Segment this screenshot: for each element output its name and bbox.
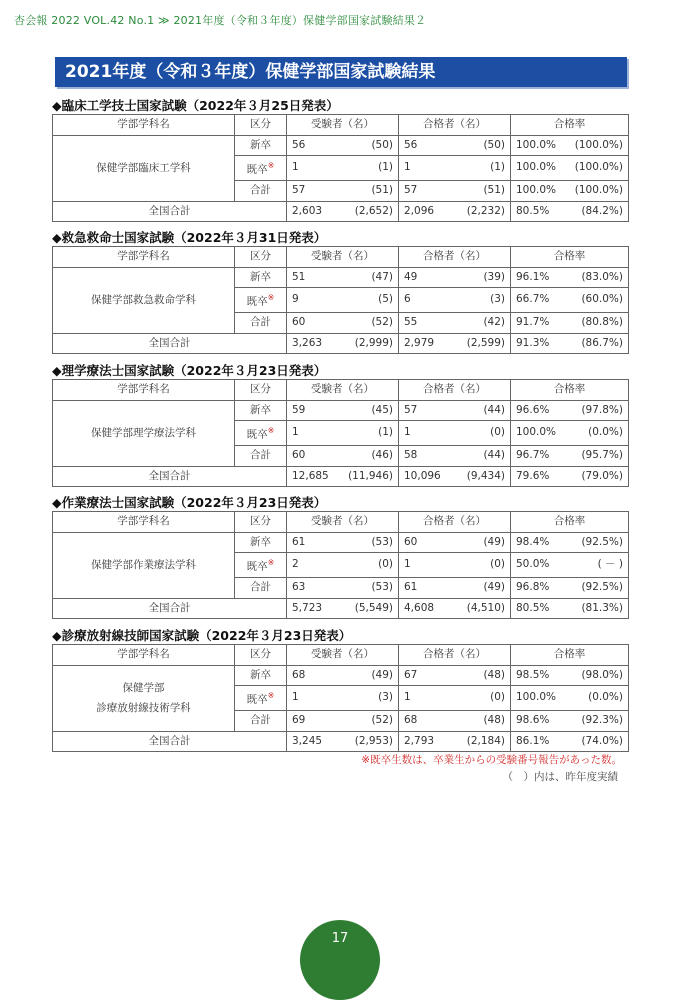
pass-rate-cell-previous: (98.0%): [581, 668, 623, 681]
passers-cell-value: 1: [404, 426, 411, 439]
passers-cell-previous: (51): [483, 184, 505, 196]
header-row: [53, 115, 629, 136]
national-total-row: [53, 333, 629, 354]
passers-cell-previous: (0): [490, 558, 505, 571]
section-title: ◆理学療法士国家試験（2022年３月23日発表）: [52, 363, 327, 378]
passers-cell-value: 1: [404, 691, 411, 704]
examinees-cell-previous: (2,953): [354, 734, 393, 747]
pass-rate-cell-value: 96.6%: [516, 403, 550, 416]
pass-rate-cell: [511, 400, 629, 421]
pass-rate-cell: [511, 665, 629, 686]
pass-rate-cell: [511, 466, 629, 487]
pass-rate-cell-previous: (84.2%): [581, 204, 623, 217]
examinees-cell-value: 1: [292, 161, 299, 174]
passers-cell-value: 58: [404, 449, 418, 461]
department-name: [53, 665, 235, 731]
category-column-header: 区分: [235, 380, 287, 401]
prev-grad-label: [235, 156, 287, 181]
passers-column-header: 合格者（名）: [399, 645, 511, 666]
pass-rate-cell-value: 96.7%: [516, 449, 550, 461]
category-column-header: 区分: [235, 247, 287, 268]
total-label: [235, 578, 287, 599]
examinees-cell-previous: (5,549): [354, 601, 393, 614]
examinees-column-header: 受験者（名）: [287, 380, 399, 401]
passers-cell-value: 2,096: [404, 204, 435, 217]
new-grad-label-text: 新卒: [250, 535, 271, 548]
national-total-label: 全国合計: [53, 731, 287, 752]
examinees-cell-previous: (50): [371, 138, 393, 151]
new-grad-label: [235, 267, 287, 288]
prev-grad-note-mark: ※: [267, 691, 275, 700]
passers-cell-value: 1: [404, 558, 411, 571]
new-grad-label: [235, 665, 287, 686]
examinees-cell-value: 9: [292, 293, 299, 306]
pass-rate-cell-previous: (100.0%): [574, 161, 623, 174]
passers-cell-value: 1: [404, 161, 411, 174]
examinees-cell-value: 1: [292, 426, 299, 439]
examinees-cell-previous: (46): [371, 449, 393, 461]
passers-cell-value: 56: [404, 138, 418, 151]
pass-rate-cell: [511, 267, 629, 288]
national-total-label: 全国合計: [53, 201, 287, 222]
passers-cell: [399, 665, 511, 686]
examinees-cell-previous: (47): [371, 270, 393, 283]
pass-rate-column-header: 合格率: [511, 380, 629, 401]
passers-cell-previous: (0): [490, 691, 505, 704]
examinees-cell-value: 2,603: [292, 204, 323, 217]
passers-cell-previous: (2,232): [466, 204, 505, 217]
total-label-text: 合計: [250, 316, 271, 328]
total-label: [235, 711, 287, 732]
header-row: [53, 247, 629, 268]
results-table: [52, 379, 629, 487]
passers-cell: [399, 686, 511, 711]
pass-rate-cell: [511, 711, 629, 732]
examinees-cell: [287, 421, 399, 446]
department-name-line: 保健学部理学療法学科: [91, 427, 196, 439]
examinees-cell-previous: (53): [371, 581, 393, 593]
passers-cell: [399, 578, 511, 599]
examinees-cell-previous: (3): [378, 691, 393, 704]
examinees-cell: [287, 400, 399, 421]
pass-rate-cell-previous: (60.0%): [581, 293, 623, 306]
examinees-cell: [287, 578, 399, 599]
pass-rate-cell: [511, 598, 629, 619]
passers-cell: [399, 553, 511, 578]
examinees-column-header: 受験者（名）: [287, 247, 399, 268]
examinees-cell-value: 57: [292, 184, 306, 196]
pass-rate-cell-previous: (79.0%): [581, 469, 623, 482]
examinees-cell-previous: (52): [371, 714, 393, 726]
examinees-cell-value: 3,263: [292, 336, 323, 349]
passers-cell: [399, 446, 511, 467]
department-name-line: 保健学部: [122, 682, 165, 694]
pass-rate-cell-value: 100.0%: [516, 426, 557, 439]
passers-cell-value: 55: [404, 316, 418, 328]
passers-cell-previous: (3): [490, 293, 505, 306]
examinees-cell-previous: (5): [378, 293, 393, 306]
new-grad-label-text: 新卒: [250, 270, 271, 283]
prev-grad-label-text: 既卒: [246, 693, 268, 706]
passers-column-header: 合格者（名）: [399, 512, 511, 533]
examinees-cell: [287, 267, 399, 288]
examinees-cell: [287, 532, 399, 553]
national-total-label: 全国合計: [53, 333, 287, 354]
department-name-line: 保健学部臨床工学科: [96, 162, 191, 174]
pass-rate-cell-value: 86.1%: [516, 734, 550, 747]
passers-cell-previous: (49): [483, 535, 505, 548]
pass-rate-cell-value: 91.7%: [516, 316, 550, 328]
running-header: 杏会報 2022 VOL.42 No.1 ≫ 2021年度（令和３年度）保健学部国家試験結果２: [14, 14, 427, 27]
total-label-text: 合計: [250, 184, 271, 196]
pass-rate-column-header: 合格率: [511, 645, 629, 666]
prev-grad-label-text: 既卒: [246, 560, 268, 573]
examinees-cell: [287, 181, 399, 202]
passers-cell: [399, 313, 511, 334]
passers-cell: [399, 201, 511, 222]
pass-rate-cell-previous: (92.5%): [581, 581, 623, 593]
header-row: [53, 380, 629, 401]
passers-cell-value: 60: [404, 535, 418, 548]
examinees-cell-previous: (2,652): [354, 204, 393, 217]
new-grad-label-text: 新卒: [250, 668, 271, 681]
passers-cell-previous: (1): [490, 161, 505, 174]
examinees-cell-previous: (49): [371, 668, 393, 681]
category-column-header: 区分: [235, 645, 287, 666]
passers-cell-previous: (44): [483, 449, 505, 461]
results-table: [52, 246, 629, 354]
examinees-cell-previous: (2,999): [354, 336, 393, 349]
total-label: [235, 313, 287, 334]
examinees-cell-previous: (1): [378, 161, 393, 174]
results-table: [52, 511, 629, 619]
pass-rate-cell-value: 50.0%: [516, 558, 550, 571]
passers-cell-previous: (42): [483, 316, 505, 328]
examinees-cell: [287, 711, 399, 732]
national-total-row: [53, 598, 629, 619]
pass-rate-cell: [511, 313, 629, 334]
pass-rate-cell: [511, 201, 629, 222]
examinees-cell: [287, 156, 399, 181]
pass-rate-cell: [511, 553, 629, 578]
table-row: [53, 532, 629, 553]
national-total-label: 全国合計: [53, 466, 287, 487]
examinees-cell-previous: (52): [371, 316, 393, 328]
pass-rate-cell-previous: (92.3%): [581, 714, 623, 726]
pass-rate-cell-previous: (92.5%): [581, 535, 623, 548]
exam-section: [52, 97, 628, 222]
pass-rate-cell-value: 98.5%: [516, 668, 550, 681]
total-label-text: 合計: [250, 449, 271, 461]
prev-grad-label: [235, 686, 287, 711]
section-title: ◆救急救命士国家試験（2022年３月31日発表）: [52, 230, 327, 245]
pass-rate-column-header: 合格率: [511, 247, 629, 268]
examinees-cell: [287, 598, 399, 619]
department-name: [53, 267, 235, 333]
passers-cell: [399, 288, 511, 313]
pass-rate-cell: [511, 446, 629, 467]
total-label-text: 合計: [250, 581, 271, 593]
passers-cell: [399, 598, 511, 619]
passers-cell-previous: (50): [483, 138, 505, 151]
passers-column-header: 合格者（名）: [399, 115, 511, 136]
section-title: ◆診療放射線技師国家試験（2022年３月23日発表）: [52, 628, 352, 643]
examinees-cell-value: 63: [292, 581, 306, 593]
pass-rate-cell-previous: (83.0%): [581, 270, 623, 283]
new-grad-label-text: 新卒: [250, 403, 271, 416]
prev-grad-note-mark: ※: [267, 161, 275, 170]
pass-rate-cell: [511, 421, 629, 446]
results-table: [52, 114, 629, 222]
passers-cell: [399, 731, 511, 752]
passers-cell-value: 2,979: [404, 336, 435, 349]
new-grad-label: [235, 135, 287, 156]
examinees-cell-previous: (45): [371, 403, 393, 416]
examinees-cell-value: 61: [292, 535, 306, 548]
pass-rate-cell-value: 100.0%: [516, 161, 557, 174]
examinees-cell-value: 69: [292, 714, 306, 726]
passers-cell: [399, 156, 511, 181]
prev-grad-label-text: 既卒: [246, 163, 268, 176]
passers-cell-value: 2,793: [404, 734, 435, 747]
examinees-column-header: 受験者（名）: [287, 115, 399, 136]
passers-cell-previous: (9,434): [466, 469, 505, 482]
examinees-cell-previous: (53): [371, 535, 393, 548]
passers-cell-previous: (48): [483, 714, 505, 726]
examinees-cell-value: 59: [292, 403, 306, 416]
pass-rate-cell-value: 91.3%: [516, 336, 550, 349]
category-column-header: 区分: [235, 115, 287, 136]
examinees-column-header: 受験者（名）: [287, 645, 399, 666]
exam-section: [52, 229, 628, 354]
dept-column-header: 学部学科名: [53, 645, 235, 666]
total-label: [235, 181, 287, 202]
prev-grad-label-text: 既卒: [246, 295, 268, 308]
passers-cell-value: 57: [404, 184, 418, 196]
footnote-previous-year: （ ）内は、昨年度実績: [502, 771, 618, 783]
table-row: [53, 267, 629, 288]
passers-cell: [399, 400, 511, 421]
passers-cell: [399, 135, 511, 156]
pass-rate-cell: [511, 532, 629, 553]
exam-section: [52, 362, 628, 487]
pass-rate-cell-value: 79.6%: [516, 469, 550, 482]
pass-rate-cell-previous: (80.8%): [581, 316, 623, 328]
department-name-line: 診療放射線技術学科: [96, 702, 191, 714]
dept-column-header: 学部学科名: [53, 115, 235, 136]
passers-cell-previous: (49): [483, 581, 505, 593]
prev-grad-label: [235, 288, 287, 313]
pass-rate-cell-value: 98.6%: [516, 714, 550, 726]
examinees-column-header: 受験者（名）: [287, 512, 399, 533]
prev-grad-label-text: 既卒: [246, 428, 268, 441]
pass-rate-cell: [511, 333, 629, 354]
examinees-cell: [287, 201, 399, 222]
pass-rate-cell-value: 80.5%: [516, 204, 550, 217]
prev-grad-note-mark: ※: [267, 293, 275, 302]
pass-rate-column-header: 合格率: [511, 115, 629, 136]
examinees-cell: [287, 466, 399, 487]
examinees-cell-value: 12,685: [292, 469, 329, 482]
table-row: [53, 665, 629, 686]
passers-column-header: 合格者（名）: [399, 247, 511, 268]
pass-rate-cell-previous: (81.3%): [581, 601, 623, 614]
examinees-cell-value: 56: [292, 138, 306, 151]
category-column-header: 区分: [235, 512, 287, 533]
pass-rate-cell-previous: (74.0%): [581, 734, 623, 747]
passers-cell-previous: (0): [490, 426, 505, 439]
passers-cell-previous: (44): [483, 403, 505, 416]
examinees-cell: [287, 686, 399, 711]
pass-rate-cell-value: 98.4%: [516, 535, 550, 548]
department-name: [53, 135, 235, 201]
passers-cell-previous: (39): [483, 270, 505, 283]
new-grad-label: [235, 532, 287, 553]
new-grad-label-text: 新卒: [250, 138, 271, 151]
examinees-cell: [287, 553, 399, 578]
pass-rate-column-header: 合格率: [511, 512, 629, 533]
passers-cell: [399, 267, 511, 288]
prev-grad-label: [235, 553, 287, 578]
passers-cell: [399, 421, 511, 446]
passers-cell-previous: (2,599): [466, 336, 505, 349]
pass-rate-cell: [511, 686, 629, 711]
pass-rate-cell-previous: ( － ): [597, 558, 623, 571]
pass-rate-cell: [511, 156, 629, 181]
examinees-cell-value: 51: [292, 270, 306, 283]
pass-rate-cell-value: 100.0%: [516, 138, 557, 151]
pass-rate-cell: [511, 731, 629, 752]
footnote-prev-grads: ※既卒生数は、卒業生からの受験番号報告があった数。: [361, 754, 622, 766]
prev-grad-note-mark: ※: [267, 426, 275, 435]
examinees-cell: [287, 135, 399, 156]
passers-cell-value: 57: [404, 403, 418, 416]
pass-rate-cell-previous: (86.7%): [581, 336, 623, 349]
examinees-cell-value: 60: [292, 316, 306, 328]
passers-cell-value: 4,608: [404, 601, 435, 614]
examinees-cell-value: 2: [292, 558, 299, 571]
pass-rate-cell-value: 100.0%: [516, 184, 557, 196]
pass-rate-cell: [511, 578, 629, 599]
passers-cell: [399, 532, 511, 553]
prev-grad-label: [235, 421, 287, 446]
passers-cell-value: 67: [404, 668, 418, 681]
examinees-cell: [287, 731, 399, 752]
passers-cell-value: 6: [404, 293, 411, 306]
examinees-cell: [287, 288, 399, 313]
examinees-cell: [287, 333, 399, 354]
passers-cell: [399, 466, 511, 487]
department-name-line: 保健学部救急救命学科: [91, 294, 196, 306]
passers-cell-value: 68: [404, 714, 418, 726]
pass-rate-cell-previous: (0.0%): [588, 426, 623, 439]
examinees-cell-previous: (0): [378, 558, 393, 571]
national-total-label: 全国合計: [53, 598, 287, 619]
passers-cell-value: 10,096: [404, 469, 441, 482]
passers-cell: [399, 711, 511, 732]
national-total-row: [53, 201, 629, 222]
pass-rate-cell-previous: (100.0%): [574, 184, 623, 196]
examinees-cell: [287, 446, 399, 467]
passers-column-header: 合格者（名）: [399, 380, 511, 401]
results-table: [52, 644, 629, 752]
header-row: [53, 645, 629, 666]
passers-cell-previous: (4,510): [466, 601, 505, 614]
exam-section: [52, 494, 628, 619]
section-title: ◆臨床工学技士国家試験（2022年３月25日発表）: [52, 98, 339, 113]
national-total-row: [53, 731, 629, 752]
examinees-cell-previous: (51): [371, 184, 393, 196]
total-label: [235, 446, 287, 467]
examinees-cell-previous: (11,946): [348, 469, 393, 482]
pass-rate-cell-value: 66.7%: [516, 293, 550, 306]
exam-section: [52, 627, 628, 752]
pass-rate-cell-value: 100.0%: [516, 691, 557, 704]
pass-rate-cell: [511, 288, 629, 313]
examinees-cell-value: 68: [292, 668, 306, 681]
new-grad-label: [235, 400, 287, 421]
examinees-cell-value: 3,245: [292, 734, 323, 747]
table-row: [53, 400, 629, 421]
pass-rate-cell-previous: (100.0%): [574, 138, 623, 151]
section-title: ◆作業療法士国家試験（2022年３月23日発表）: [52, 495, 327, 510]
pass-rate-cell-value: 80.5%: [516, 601, 550, 614]
passers-cell: [399, 181, 511, 202]
passers-cell-value: 61: [404, 581, 418, 593]
examinees-cell: [287, 665, 399, 686]
examinees-cell-value: 1: [292, 691, 299, 704]
pass-rate-cell-previous: (95.7%): [581, 449, 623, 461]
passers-cell-previous: (48): [483, 668, 505, 681]
examinees-cell-value: 60: [292, 449, 306, 461]
department-name: [53, 400, 235, 466]
examinees-cell: [287, 313, 399, 334]
pass-rate-cell-previous: (0.0%): [588, 691, 623, 704]
prev-grad-note-mark: ※: [267, 558, 275, 567]
pass-rate-cell: [511, 181, 629, 202]
pass-rate-cell-value: 96.8%: [516, 581, 550, 593]
dept-column-header: 学部学科名: [53, 512, 235, 533]
table-row: [53, 135, 629, 156]
examinees-cell-value: 5,723: [292, 601, 323, 614]
dept-column-header: 学部学科名: [53, 380, 235, 401]
examinees-cell-previous: (1): [378, 426, 393, 439]
pass-rate-cell-previous: (97.8%): [581, 403, 623, 416]
passers-cell-previous: (2,184): [466, 734, 505, 747]
pass-rate-cell: [511, 135, 629, 156]
passers-cell-value: 49: [404, 270, 418, 283]
page-number: 17: [300, 920, 380, 1000]
pass-rate-cell-value: 96.1%: [516, 270, 550, 283]
national-total-row: [53, 466, 629, 487]
page-title: 2021年度（令和３年度）保健学部国家試験結果: [55, 57, 627, 87]
header-row: [53, 512, 629, 533]
total-label-text: 合計: [250, 714, 271, 726]
dept-column-header: 学部学科名: [53, 247, 235, 268]
department-name: [53, 532, 235, 598]
department-name-line: 保健学部作業療法学科: [91, 559, 196, 571]
passers-cell: [399, 333, 511, 354]
